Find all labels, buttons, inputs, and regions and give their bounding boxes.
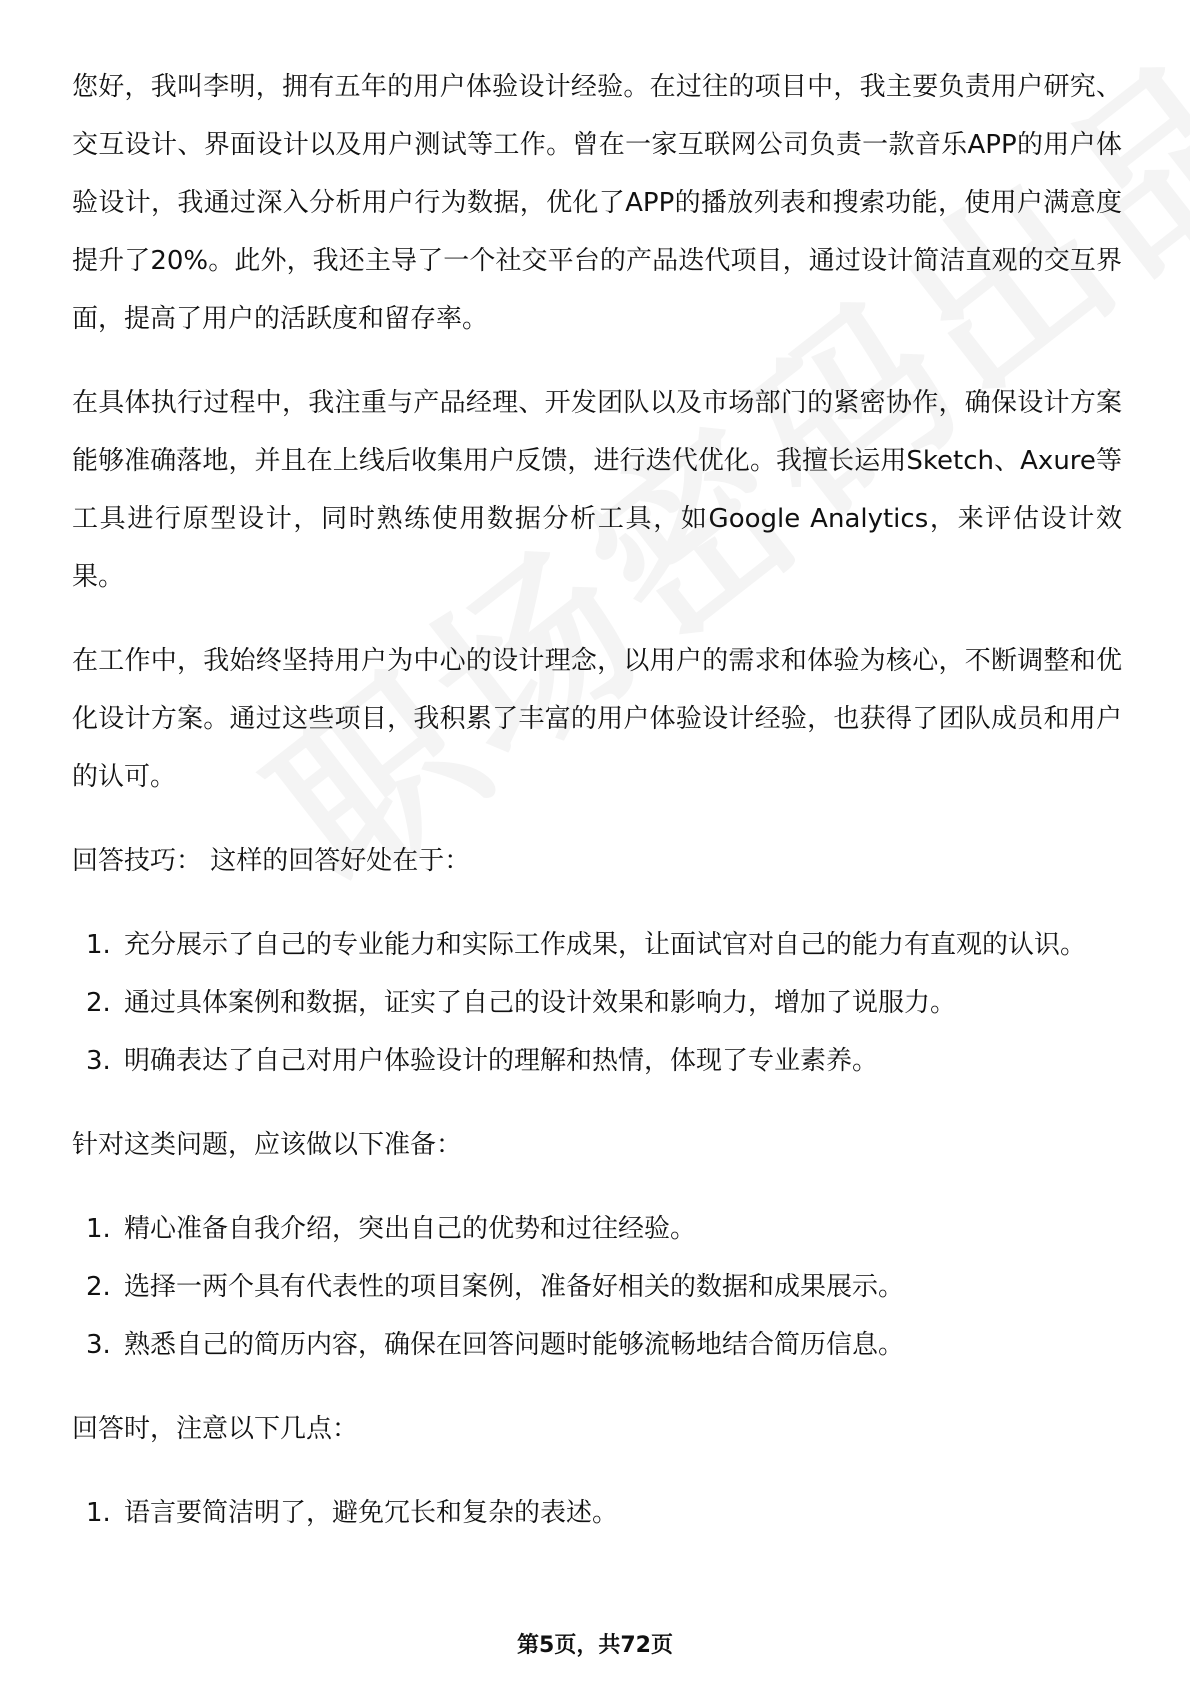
- list-item: [72, 1316, 1122, 1374]
- list-item-text: 充分展示了自己的专业能力和实际工作成果，让面试官对自己的能力有直观的认识。: [124, 930, 1087, 960]
- list-number: 1.: [86, 1498, 111, 1528]
- list-item: [72, 916, 1122, 974]
- notes-heading: 回答时，注意以下几点：: [72, 1414, 359, 1444]
- list-item-text: 通过具体案例和数据，证实了自己的设计效果和影响力，增加了说服力。: [124, 988, 957, 1018]
- list-item-text: 熟悉自己的简历内容，确保在回答问题时能够流畅地结合简历信息。: [124, 1330, 905, 1360]
- list-item-text: 语言要简洁明了，避免冗长和复杂的表述。: [124, 1498, 619, 1528]
- prep-heading: 针对这类问题，应该做以下准备：: [72, 1130, 463, 1160]
- document-content: [72, 58, 1122, 1568]
- list-item: [72, 1484, 1122, 1542]
- list-number: 3.: [86, 1330, 111, 1360]
- list-item: [72, 1200, 1122, 1258]
- notes-list: [72, 1484, 1122, 1542]
- list-item-text: 明确表达了自己对用户体验设计的理解和热情，体现了专业素养。: [124, 1046, 879, 1076]
- paragraph-philosophy: 在工作中，我始终坚持用户为中心的设计理念，以用户的需求和体验为核心，不断调整和优化设计方案。通过这些项目，我积累了丰富的用户体验设计经验，也获得了团队成员和用户的认可。: [72, 646, 1122, 792]
- list-item-text: 选择一两个具有代表性的项目案例，准备好相关的数据和成果展示。: [124, 1272, 905, 1302]
- list-number: 1.: [86, 930, 111, 960]
- list-item-text: 精心准备自我介绍，突出自己的优势和过往经验。: [124, 1214, 697, 1244]
- list-number: 1.: [86, 1214, 111, 1244]
- tips-heading: 回答技巧： 这样的回答好处在于：: [72, 846, 471, 876]
- list-number: 2.: [86, 988, 111, 1018]
- page-number-footer: 第5页，共72页: [517, 1633, 673, 1658]
- paragraph-process: 在具体执行过程中，我注重与产品经理、开发团队以及市场部门的紧密协作，确保设计方案能够准确落地，并且在上线后收集用户反馈，进行迭代优化。我擅长运用Sketch、Axure等工具进行原型设计，同时熟练使用数据分析工具，如Google Analytics，来评估设计效果。: [72, 388, 1122, 592]
- tips-list: [72, 916, 1122, 1090]
- list-item: [72, 1258, 1122, 1316]
- list-item: [72, 974, 1122, 1032]
- paragraph-intro: 您好，我叫李明，拥有五年的用户体验设计经验。在过往的项目中，我主要负责用户研究、交互设计、界面设计以及用户测试等工作。曾在一家互联网公司负责一款音乐APP的用户体验设计，我通过深入分析用户行为数据，优化了APP的播放列表和搜索功能，使用户满意度提升了20%。此外，我还主导了一个社交平台的产品迭代项目，通过设计简洁直观的交互界面，提高了用户的活跃度和留存率。: [72, 72, 1122, 334]
- prep-list: [72, 1200, 1122, 1374]
- list-number: 2.: [86, 1272, 111, 1302]
- list-item: [72, 1032, 1122, 1090]
- list-number: 3.: [86, 1046, 111, 1076]
